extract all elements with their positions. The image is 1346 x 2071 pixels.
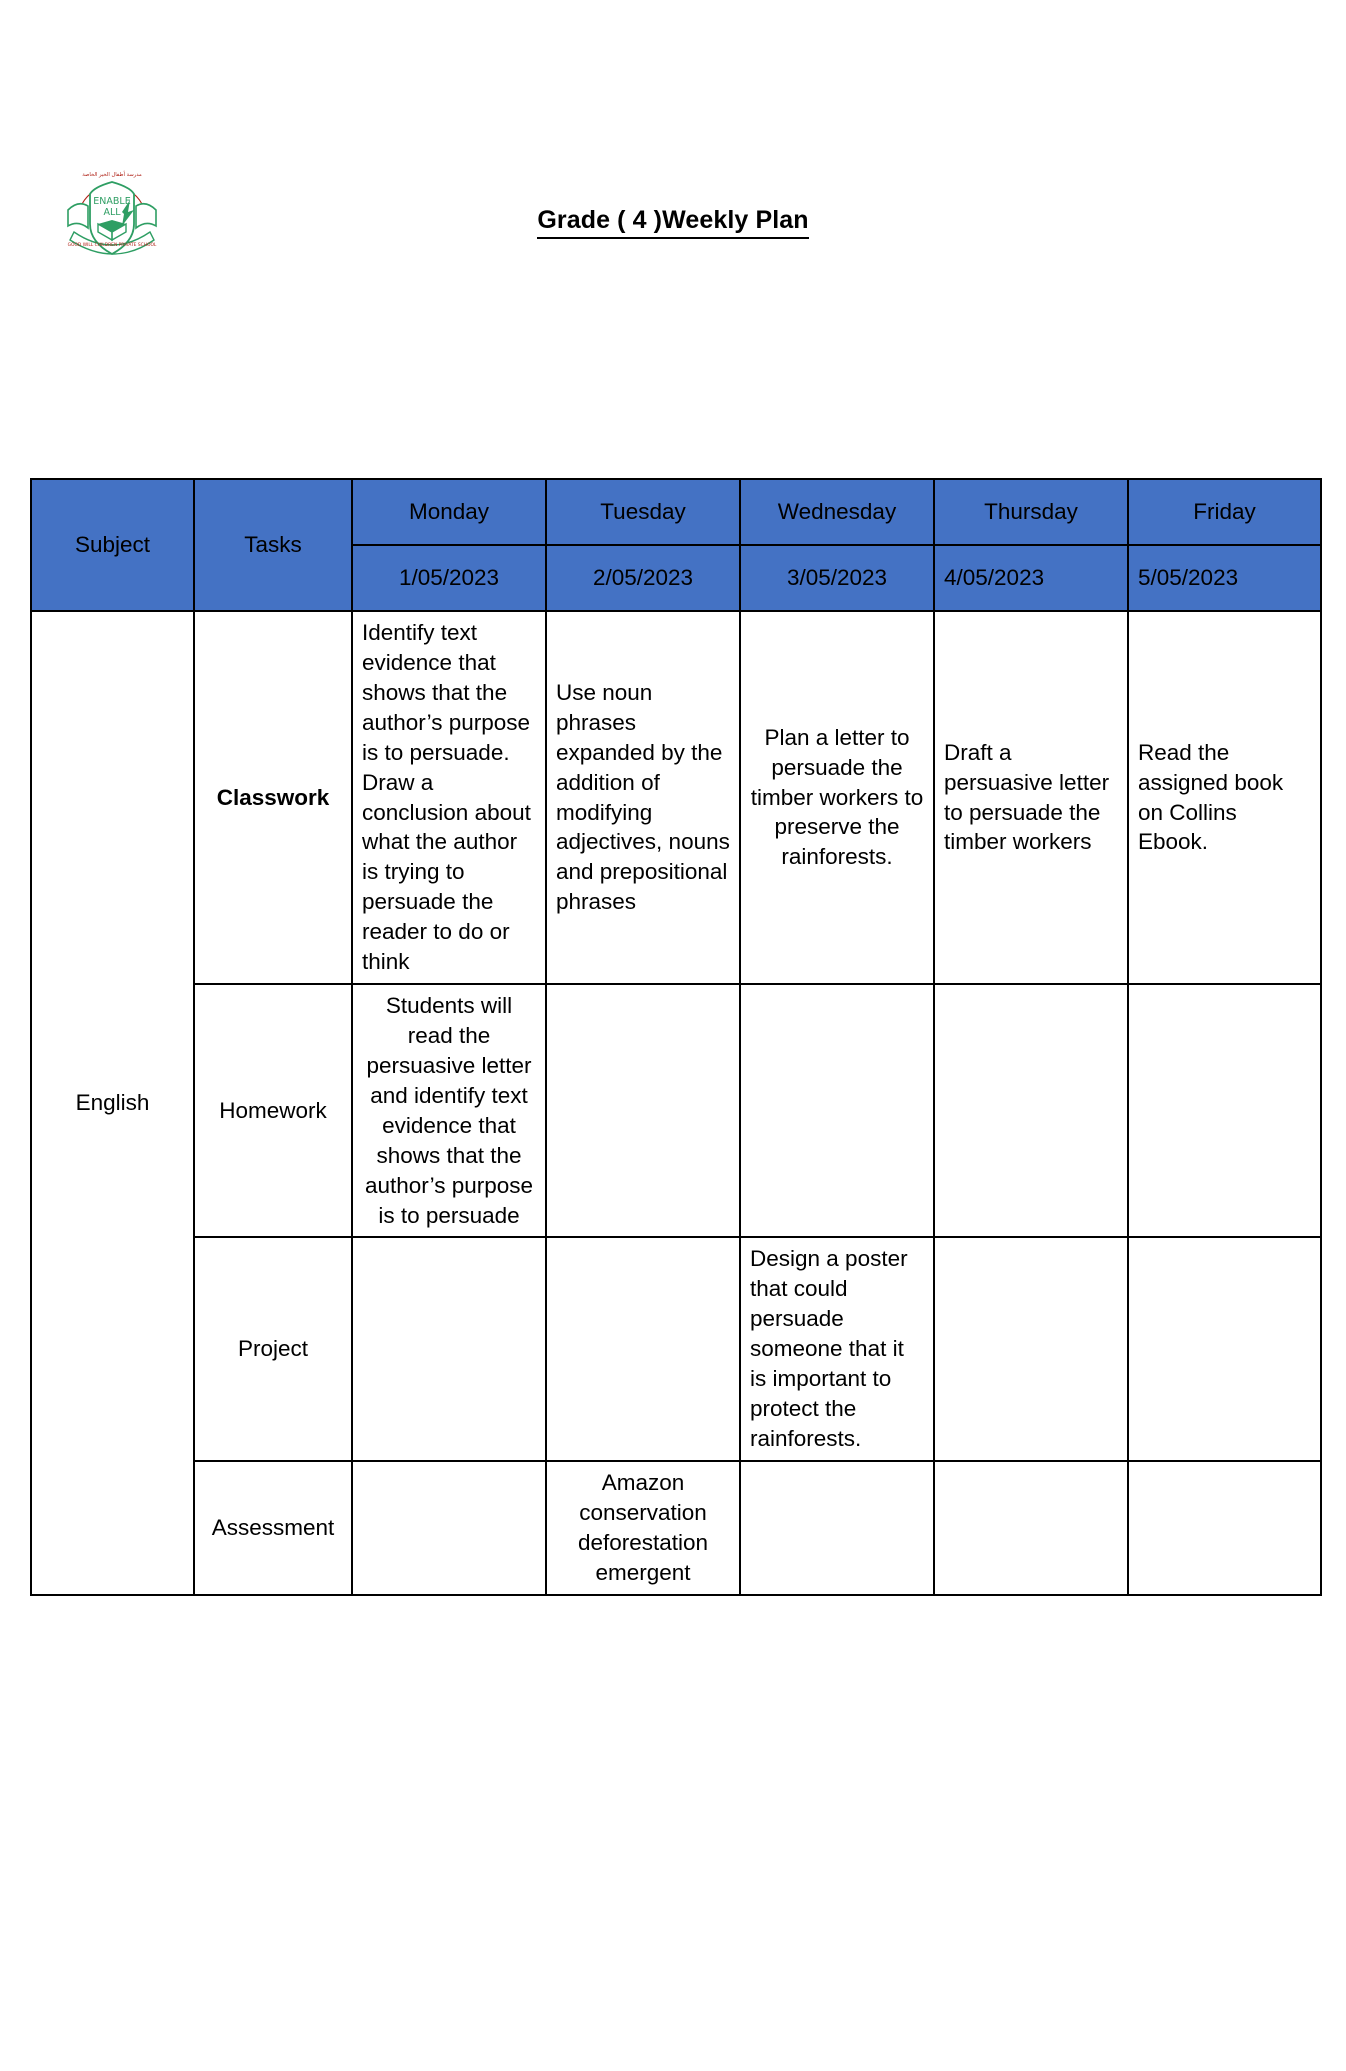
header-day-thursday: Thursday <box>934 479 1128 545</box>
cell-classwork-tuesday: Use noun phrases expanded by the addition of modifying adjectives, nouns and prepositional phrases <box>546 611 740 984</box>
svg-text:ALL: ALL <box>103 207 121 218</box>
cell-assessment-monday <box>352 1461 546 1595</box>
table-body <box>31 611 1321 1595</box>
cell-classwork-friday: Read the assigned book on Collins Ebook. <box>1128 611 1321 984</box>
cell-project-thursday <box>934 1237 1128 1460</box>
header-day-monday: Monday <box>352 479 546 545</box>
cell-homework-tuesday <box>546 984 740 1237</box>
cell-homework-friday <box>1128 984 1321 1237</box>
cell-project-tuesday <box>546 1237 740 1460</box>
subject-cell-english: English <box>31 611 194 1595</box>
page-title <box>0 206 1346 239</box>
task-label-classwork: Classwork <box>194 611 352 984</box>
header-date-friday: 5/05/2023 <box>1128 545 1321 611</box>
weekly-plan-table-wrapper <box>30 478 1320 1596</box>
header-subject: Subject <box>31 479 194 611</box>
svg-text:مدرسة أطفال الخير الخاصة: مدرسة أطفال الخير الخاصة <box>82 172 142 178</box>
cell-homework-wednesday <box>740 984 934 1237</box>
page-title-text: Grade ( 4 )Weekly Plan <box>537 206 808 239</box>
cell-assessment-friday <box>1128 1461 1321 1595</box>
cell-assessment-wednesday <box>740 1461 934 1595</box>
header-date-wednesday: 3/05/2023 <box>740 545 934 611</box>
cell-project-wednesday: Design a poster that could persuade someone that it is important to protect the rainforests. <box>740 1237 934 1460</box>
task-label-project: Project <box>194 1237 352 1460</box>
cell-assessment-thursday <box>934 1461 1128 1595</box>
table-row <box>31 1461 1321 1595</box>
header-date-thursday: 4/05/2023 <box>934 545 1128 611</box>
svg-text:GOOD WILL CHILDREN PRIVATE SCH: GOOD WILL CHILDREN PRIVATE SCHOOL <box>67 243 157 248</box>
header-day-wednesday: Wednesday <box>740 479 934 545</box>
table-row <box>31 611 1321 984</box>
cell-assessment-tuesday: Amazon conservation deforestation emergent <box>546 1461 740 1595</box>
cell-project-friday <box>1128 1237 1321 1460</box>
cell-classwork-thursday: Draft a persuasive letter to persuade the timber workers <box>934 611 1128 984</box>
cell-project-monday <box>352 1237 546 1460</box>
document-header <box>0 170 1346 320</box>
weekly-plan-table <box>30 478 1322 1596</box>
cell-classwork-monday: Identify text evidence that shows that the author’s purpose is to persuade. Draw a conclusion about what the author is trying to persuade the reader to do or think <box>352 611 546 984</box>
header-date-tuesday: 2/05/2023 <box>546 545 740 611</box>
table-header <box>31 479 1321 611</box>
header-row-days <box>31 479 1321 545</box>
cell-homework-monday: Students will read the persuasive letter and identify text evidence that shows that the author’s purpose is to persuade <box>352 984 546 1237</box>
cell-homework-thursday <box>934 984 1128 1237</box>
header-date-monday: 1/05/2023 <box>352 545 546 611</box>
svg-text:ENABLE: ENABLE <box>93 196 131 207</box>
header-day-friday: Friday <box>1128 479 1321 545</box>
task-label-assessment: Assessment <box>194 1461 352 1595</box>
header-day-tuesday: Tuesday <box>546 479 740 545</box>
header-tasks: Tasks <box>194 479 352 611</box>
table-row <box>31 984 1321 1237</box>
table-row <box>31 1237 1321 1460</box>
task-label-homework: Homework <box>194 984 352 1237</box>
document-page <box>0 170 1346 2071</box>
cell-classwork-wednesday: Plan a letter to persuade the timber workers to preserve the rainforests. <box>740 611 934 984</box>
